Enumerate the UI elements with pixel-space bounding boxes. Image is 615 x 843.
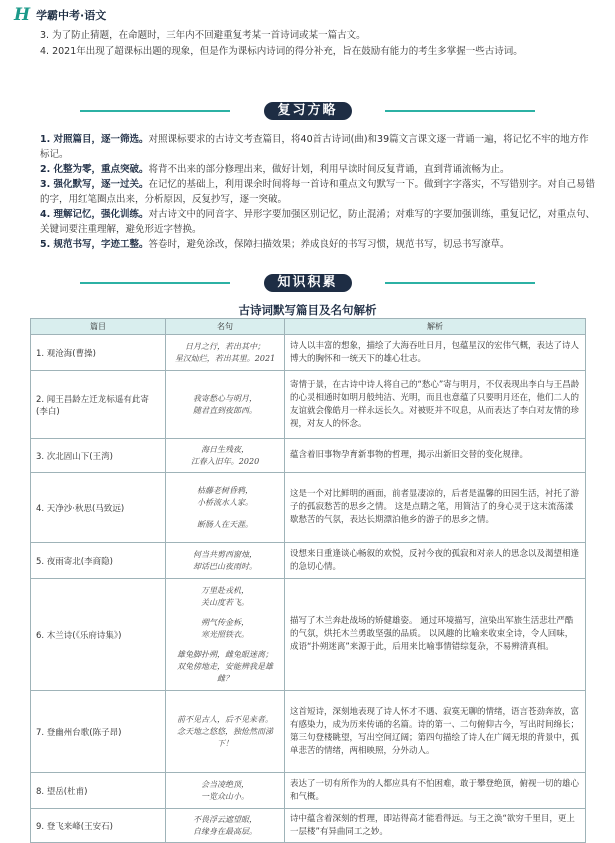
- quote-line: 会当凌绝顶，: [201, 779, 249, 789]
- table-row: [31, 335, 586, 371]
- page-header: [14, 6, 106, 24]
- quote-line: 寒光照铁衣。: [201, 629, 249, 639]
- quote-line: 万里赴戎机，: [201, 585, 249, 595]
- poem-title: 1. 观沧海(曹操): [31, 335, 166, 371]
- method-text: 答卷时，避免涂改，保障扫描效果；养成良好的书写习惯，规范书写，切忌书写潦草。: [148, 239, 510, 250]
- quote-line: 不畏浮云遮望眼，: [193, 814, 257, 824]
- table-row: [31, 473, 586, 543]
- poem-quote: [166, 809, 285, 843]
- poem-quote: [166, 439, 285, 473]
- section-title: 复习方略: [263, 102, 351, 120]
- poem-quote: [166, 543, 285, 579]
- method-text: 在记忆的基础上，利用课余时间将每一首诗和重点文句默写一下。做到字字落实，不写错别字。对自己易错的字，用红笔圈点出来，分析原因，反复抄写，逐一突破。: [40, 179, 596, 205]
- brand-logo: H: [14, 5, 29, 25]
- table-row: [31, 543, 586, 579]
- poem-analysis: 蕴含着旧事物孕育新事物的哲理，揭示出新旧交替的变化规律。: [285, 439, 586, 473]
- poem-analysis: 诗人以丰富的想象，描绘了大海吞吐日月，包蕴星汉的宏伟气概，表达了诗人博大的胸怀和一统天下的雄心壮志。: [285, 335, 586, 371]
- table-row: [31, 579, 586, 691]
- list-item: [40, 132, 597, 162]
- poem-quote: [166, 691, 285, 773]
- method-key: 5. 规范书写，字迹工整。: [40, 239, 149, 250]
- quote-line: 断肠人在天涯。: [197, 519, 253, 529]
- poem-title: 3. 次北固山下(王湾): [31, 439, 166, 473]
- table-row: [31, 691, 586, 773]
- section-banner-knowledge: [80, 274, 535, 292]
- quote-line: 江春入旧年。2020: [190, 456, 260, 466]
- section-title: 知识积累: [263, 274, 351, 292]
- quote-line: 双兔傍地走，安能辨我是雄雌？: [177, 661, 273, 683]
- quote-line: 雄兔脚扑朔，雌兔眼迷离；: [177, 649, 273, 659]
- header-title: 篇目: [31, 319, 166, 335]
- method-key: 2. 化整为零，重点突破。: [40, 164, 149, 175]
- quote-line: 小桥流水人家。: [197, 497, 253, 507]
- method-text: 将背不出来的部分修理出来，做好计划，利用早读时间反复背诵，直到背诵流畅为止。: [148, 164, 510, 175]
- poem-quote: [166, 773, 285, 809]
- intro-item-4: 4. 2021年出现了超课标出题的现象，但是作为课标内诗词的得分补充，旨在鼓励有能力的考生多掌握一些古诗词。: [40, 46, 523, 57]
- table-row: [31, 439, 586, 473]
- method-key: 4. 理解记忆，强化训练。: [40, 209, 149, 220]
- list-item: [40, 207, 597, 237]
- quote-line: 我寄愁心与明月，: [193, 393, 257, 403]
- poem-table: [30, 318, 586, 843]
- table-row: [31, 773, 586, 809]
- quote-line: 日月之行，若出其中；: [185, 341, 265, 351]
- table-title: 古诗词默写篇目及名句解析: [238, 303, 377, 317]
- quote-line: 却话巴山夜雨时。: [193, 561, 257, 571]
- section-banner-review: [80, 102, 535, 120]
- poem-title: 8. 望岳(杜甫): [31, 773, 166, 809]
- poem-quote: [166, 371, 285, 439]
- list-item: [40, 237, 597, 252]
- poem-title: 7. 登幽州台歌(陈子昂): [31, 691, 166, 773]
- method-key: 3. 强化默写，逐一过关。: [40, 179, 149, 190]
- quote-line: 海日生残夜，: [201, 444, 249, 454]
- poem-title: 5. 夜雨寄北(李商隐): [31, 543, 166, 579]
- poem-quote: [166, 335, 285, 371]
- poem-analysis: 描写了木兰奔赴战场的矫健雄姿。 通过环境描写，渲染出军旅生活悲壮严酷的气氛，烘托木兰勇敢坚强的品质。 以风趣的比喻来收束全诗，令人回味，成语“扑朔迷离”来源于此，后用来比喻事情错综复杂，不易辨清真相。: [285, 579, 586, 691]
- list-item: [40, 162, 597, 177]
- quote-line: 念天地之悠悠，独怆然而涕下！: [177, 726, 273, 748]
- poem-analysis: 表达了一切有所作为的人都应具有不怕困难，敢于攀登绝顶，俯视一切的雄心和气概。: [285, 773, 586, 809]
- table-row: [31, 371, 586, 439]
- poem-quote: [166, 473, 285, 543]
- poem-analysis: 设想来日重逢谈心畅叙的欢悦，反衬今夜的孤寂和对亲人的思念以及渴望相逢的急切心情。: [285, 543, 586, 579]
- poem-analysis: 诗中蕴含着深刻的哲理，即站得高才能看得远。与王之涣“欲穷千里目，更上一层楼”有异曲同工之妙。: [285, 809, 586, 843]
- poem-title: 6. 木兰诗(《乐府诗集》): [31, 579, 166, 691]
- header-quote: 名句: [166, 319, 285, 335]
- list-item: [40, 177, 597, 207]
- header-analysis: 解析: [285, 319, 586, 335]
- brand-title: 学霸中考·语文: [36, 9, 107, 22]
- poem-title: 2. 闻王昌龄左迁龙标遥有此寄(李白): [31, 371, 166, 439]
- poem-title: 9. 登飞来峰(王安石): [31, 809, 166, 843]
- quote-line: 一览众山小。: [201, 791, 249, 801]
- quote-line: 关山度若飞。: [201, 597, 249, 607]
- poem-analysis: 这首短诗，深刻地表现了诗人怀才不遇、寂寞无聊的情绪，语言苍劲奔放，富有感染力，成为历来传诵的名篇。诗的第一、二句俯仰古今，写出时间绵长；第三句登楼眺望，写出空间辽阔；第四句描绘了诗人在广阔无垠的背景中，孤单悲苦的情绪，两相映照，分外动人。: [285, 691, 586, 773]
- quote-line: 自缘身在最高层。: [193, 826, 257, 836]
- poem-analysis: 寄情于景，在古诗中诗人将自己的“愁心”寄与明月，不仅表现出李白与王昌龄的心灵相通时如明月般纯洁、光明，而且也意蕴了只要明月还在，他们二人的友谊就会像皓月一样永远长久。对被贬并不叹息，从而表达了李白对友情的珍视，对友人的怀念。: [285, 371, 586, 439]
- method-key: 1. 对照篇目，逐一筛选。: [40, 134, 149, 145]
- quote-line: 枯藤老树昏鸦，: [197, 485, 253, 495]
- poem-analysis: 这是一个对比鲜明的画面，前者显凄凉的，后者是温馨的田园生活，衬托了游子的孤寂愁苦的思乡之情。 这是点睛之笔，用简洁了的身心灵于这末流荡漾歇愁苦的气氛，表达长期漂泊他乡的游子的思乡之情。: [285, 473, 586, 543]
- quote-line: 星汉灿烂，若出其里。2021: [174, 353, 276, 363]
- quote-line: 前不见古人，后不见来者。: [177, 714, 273, 724]
- quote-line: 随君直到夜郎西。: [193, 405, 257, 415]
- poem-title: 4. 天净沙·秋思(马致远): [31, 473, 166, 543]
- quote-line: 何当共剪西窗烛，: [193, 549, 257, 559]
- table-row: [31, 809, 586, 843]
- method-text: 对古诗文中的同音字、异形字要加强区别记忆，防止混淆；对难写的字要加强训练，重复记忆，对重点句、关键词要注重理解，避免形近字替换。: [40, 209, 596, 235]
- intro-item-3: 3. 为了防止猜题，在命题时，三年内不回避重复考某一首诗词或某一篇古文。: [40, 30, 366, 41]
- quote-line: 朔气传金柝，: [201, 617, 249, 627]
- method-text: 对照课标要求的古诗文考查篇目，将40首古诗词(曲)和39篇文言课文逐一背诵一遍，将记忆不牢的地方作标记。: [40, 134, 589, 160]
- review-method-list: [40, 132, 597, 252]
- table-header-row: [31, 319, 586, 335]
- poem-quote: [166, 579, 285, 691]
